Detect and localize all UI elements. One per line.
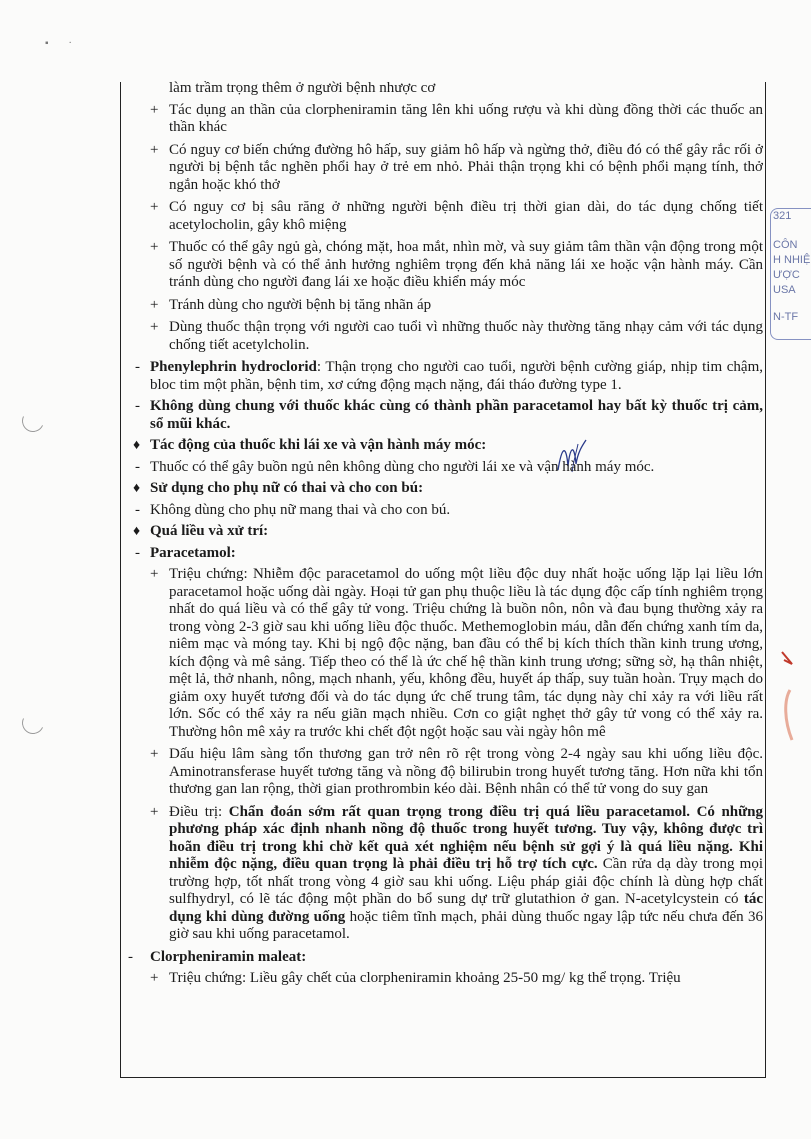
stamp-line: USA	[773, 284, 796, 296]
section-heading-overdose: ♦ Quá liều và xử trí:	[133, 523, 269, 539]
punch-hole-top	[19, 407, 47, 435]
driving-text: - Thuốc có thể gây buồn ngủ nên không dùng cho người lái xe và vận hành máy móc.	[135, 458, 655, 475]
punch-hole-bottom	[19, 709, 47, 737]
list-item: + Dấu hiệu lâm sàng tổn thương gan trở nên rõ rệt trong vòng 2-4 ngày sau khi uống liều độc. Aminotransferase huyết tương tăng và nồng độ bilirubin trong huyết tương tăng. Hơn nữa khi tổn thương gan lan rộng, thời gian prothrombin kéo dài. Bệnh nhân có thể tử vong do suy gan	[150, 746, 763, 797]
section-heading-pregnancy: ♦ Sử dụng cho phụ nữ có thai và cho con bú:	[133, 480, 424, 496]
phenylephrin-section: - Phenylephrin hydroclorid: Thận trọng cho người cao tuổi, người bệnh cường giáp, nhịp tim chậm, bloc tim một phần, bệnh tim, xơ cứng động mạch nặng, đái tháo đường type 1.	[135, 359, 763, 393]
stamp-line: CÔN	[773, 239, 798, 251]
document-body	[128, 80, 763, 993]
stamp-line: 321	[773, 210, 792, 222]
section-heading-driving: ♦ Tác động của thuốc khi lái xe và vận hành máy móc:	[133, 437, 487, 453]
stamp-line: N-TF	[773, 311, 799, 323]
list-item: + Triệu chứng: Liều gây chết của clorpheniramin khoảng 25-50 mg/ kg thể trọng. Triệu	[150, 970, 681, 986]
scan-specks: ▪ ·	[45, 38, 72, 49]
list-item: + Tránh dùng cho người bệnh bị tăng nhãn áp	[150, 296, 432, 313]
warning-note: - Không dùng chung với thuốc khác cùng có thành phần paracetamol hay bất kỳ thuốc trị cảm, sổ mũi khác.	[135, 398, 763, 432]
list-item: + Triệu chứng: Nhiễm độc paracetamol do uống một liều độc duy nhất hoặc uống lặp lại liều lớn paracetamol hoặc uống dài ngày. Hoại tử gan phụ thuộc liều là tác dụng độc cấp tính nghiêm trọng nhất do quá liều và có thể gây tử vong. Triệu chứng là buồn nôn, nôn và đau bụng thường xảy ra trong vòng 2-3 giờ sau khi uống liều độc thuốc. Methemoglobin máu, dẫn đến chứng xanh tím da, niêm mạc và móng tay. Khi bị ngộ độc nặng, ban đầu có thể bị kích thích thần kinh trung ương, kích động và mê sảng. Tiếp theo có thể là ức chế hệ thần kinh trung ương; sững sờ, hạ thân nhiệt, mệt lả, thở nhanh, nông, mạch nhanh, yếu, không đều, huyết áp thấp, suy tuần hoàn. Trụy mạch do giảm oxy huyết tương đối và do tác dụng ức chế trung tâm, tác dụng này chỉ xảy ra với liều rất lớn. Sốc có thể xảy ra nếu giãn mạch nhiều. Cơn co giật nghẹt thở gây tử vong có thể xảy ra. Thường hôn mê xảy ra trước khi chết đột ngột hoặc sau vài ngày hôn mê	[150, 566, 763, 740]
approval-stamp	[770, 208, 811, 340]
list-item: + Có nguy cơ bị sâu răng ở những người bệnh điều trị thời gian dài, do tác dụng chống tiết acetylocholin, gây khô miệng	[150, 199, 763, 233]
list-item: + Có nguy cơ biến chứng đường hô hấp, suy giảm hô hấp và ngừng thở, điều đó có thể gây rắc rối ở người bị bệnh tắc nghẽn phổi hay ở trẻ em nhỏ. Phải thận trọng khi có bệnh phổi mạng tính, thở ngắn hoặc khó thở	[150, 141, 763, 193]
red-stamp-fragment	[770, 650, 800, 770]
stamp-line: H NHIỆ	[773, 254, 811, 266]
list-item: + Thuốc có thể gây ngủ gà, chóng mặt, hoa mắt, nhìn mờ, và suy giảm tâm thần vận động trong một số người bệnh và có thể ảnh hưởng nghiêm trọng đến khả năng lái xe hoặc vận hành máy. Cần tránh dùng cho người đang lái xe hoặc điều khiển máy móc	[150, 239, 763, 290]
paracetamol-heading: - Paracetamol:	[135, 544, 236, 561]
list-item-treatment: + Điều trị: Chẩn đoán sớm rất quan trọng trong điều trị quá liều paracetamol. Có những phương pháp xác định nhanh nồng độ thuốc trong huyết tương. Tuy vậy, không được trì hoãn điều trị trong khi chờ kết quả xét nghiệm nếu bệnh sử gợi ý là quá liều nặng. Khi nhiễm độc nặng, điều quan trọng là phải điều trị hỗ trợ tích cực. Cần rửa dạ dày trong mọi trường hợp, tốt nhất trong vòng 4 giờ sau khi uống. Liệu pháp giải độc chính là dùng hợp chất sulfhydryl, có lẽ tác động một phần do bổ sung dự trữ glutathion ở gan. N-acetylcystein có tác dụng khi dùng đường uống hoặc tiêm tĩnh mạch, phải dùng thuốc ngay lập tức nếu chưa đến 36 giờ sau khi uống paracetamol.	[150, 803, 763, 942]
list-item: + Tác dụng an thần của clorpheniramin tăng lên khi uống rượu và khi dùng đồng thời các thuốc an thần khác	[150, 101, 763, 135]
list-item: + Dùng thuốc thận trọng với người cao tuổi vì những thuốc này thường tăng nhạy cảm với tác dụng chống tiết acetylcholin.	[150, 319, 763, 353]
stamp-line: ƯỢC	[773, 269, 800, 281]
pregnancy-text: - Không dùng cho phụ nữ mang thai và cho con bú.	[135, 501, 451, 518]
clorpheniramin-heading: - Clorpheniramin maleat:	[128, 948, 307, 965]
continued-line: làm trầm trọng thêm ở người bệnh nhược cơ	[169, 80, 436, 96]
